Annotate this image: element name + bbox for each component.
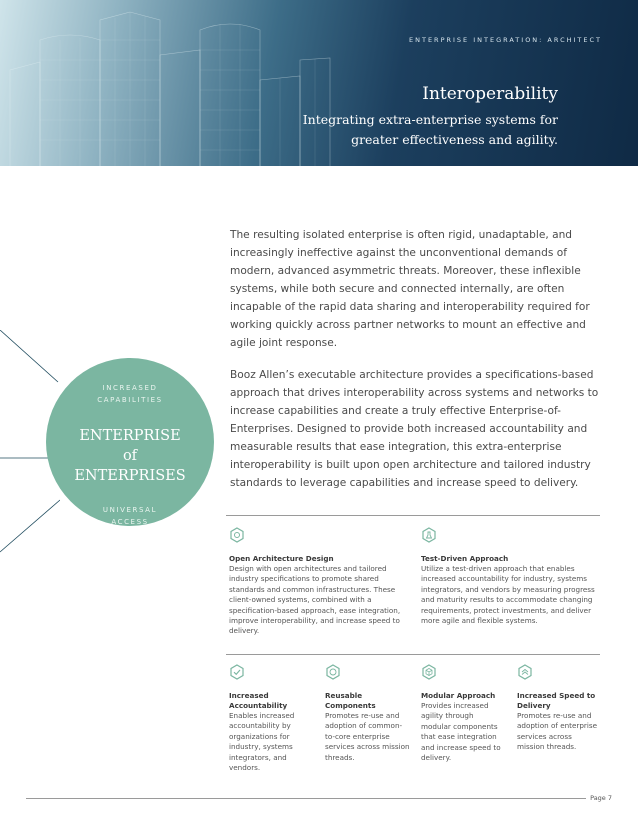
page-title: Interoperability	[422, 84, 558, 104]
feature-modular	[421, 664, 505, 763]
feature-text: Design with open architectures and tailored industry specifications to promote shared standards and common infrastructures. These client-owned systems, combined with a specification-based approach, ease integration, improve interoperability, and increase speed to delivery.	[229, 564, 401, 636]
hexagon-gear-icon	[229, 527, 245, 543]
feature-text: Promotes re-use and adoption of enterprise services across mission threads.	[517, 711, 598, 752]
hexagon-check-icon	[229, 664, 245, 680]
feature-text: Provides increased agility through modular components that ease integration and increase speed to delivery.	[421, 701, 501, 763]
circle-line-1: ENTERPRISE	[79, 428, 181, 444]
circle-bottom-label: UNIVERSAL ACCESS	[102, 506, 158, 526]
footer-rule	[26, 798, 586, 799]
feature-title: Reusable Components	[325, 691, 376, 710]
feature-title: Open Architecture Design	[229, 554, 334, 563]
feature-accountability	[229, 664, 311, 773]
divider-bottom-features	[226, 654, 600, 655]
body-text	[230, 226, 606, 506]
circle-line-2: of	[122, 448, 138, 464]
feature-title: Increased Speed to Delivery	[517, 691, 596, 710]
feature-speed	[517, 664, 601, 753]
body-paragraph-1: The resulting isolated enterprise is often rigid, unadaptable, and increasingly ineffective against the unconventional demands of modern, advanced asymmetric threats. Moreover, these inflexible systems, while both secure and connected internally, are often incapable of the rapid data sharing and interoperability required for working quickly across partner networks to mount an effective and agile joint response.	[230, 229, 590, 349]
feature-text: Enables increased accountability by organizations for industry, systems integrators, and vendors.	[229, 711, 295, 773]
circle-line-3: ENTERPRISES	[74, 468, 186, 484]
divider-top-features	[226, 515, 600, 516]
enterprise-circle	[46, 358, 214, 526]
feature-open-architecture	[229, 527, 401, 637]
feature-title: Modular Approach	[421, 691, 496, 700]
header-banner	[0, 0, 638, 166]
feature-title: Test-Driven Approach	[421, 554, 509, 563]
hexagon-cycle-icon	[325, 664, 341, 680]
circle-main-label	[46, 426, 214, 486]
page-subtitle: Integrating extra-enterprise systems for greater effectiveness and agility.	[302, 112, 558, 147]
feature-title: Increased Accountability	[229, 691, 288, 710]
body-paragraph-2: Booz Allen’s executable architecture provides a specifications-based approach that drives interoperability across systems and networks to increase capabilities and create a truly effective Enterprise-of-Enterprises. Designed to provide both increased accountability and measurable results that ease integration, this extra-enterprise interoperability is built upon open architecture and tailored industry standards to leverage capabilities and increase speed to delivery.	[230, 369, 599, 489]
hexagon-flask-icon	[421, 527, 437, 543]
hexagon-cube-icon	[421, 664, 437, 680]
feature-text: Promotes re-use and adoption of common-to-core enterprise services across mission threads.	[325, 711, 410, 762]
feature-text: Utilize a test-driven approach that enables increased accountability for industry, systems integrators, and vendors by measuring progress and maturity results to accommodate changing requirements, protect investments, and deliver more agile and flexible systems.	[421, 564, 595, 626]
page-number: Page 7	[590, 794, 612, 802]
header-eyebrow: ENTERPRISE INTEGRATION: ARCHITECT	[409, 36, 602, 44]
circle-top-label: INCREASED CAPABILITIES	[97, 384, 163, 404]
hexagon-chevrons-icon	[517, 664, 533, 680]
feature-test-driven	[421, 527, 599, 626]
feature-reusable	[325, 664, 411, 763]
